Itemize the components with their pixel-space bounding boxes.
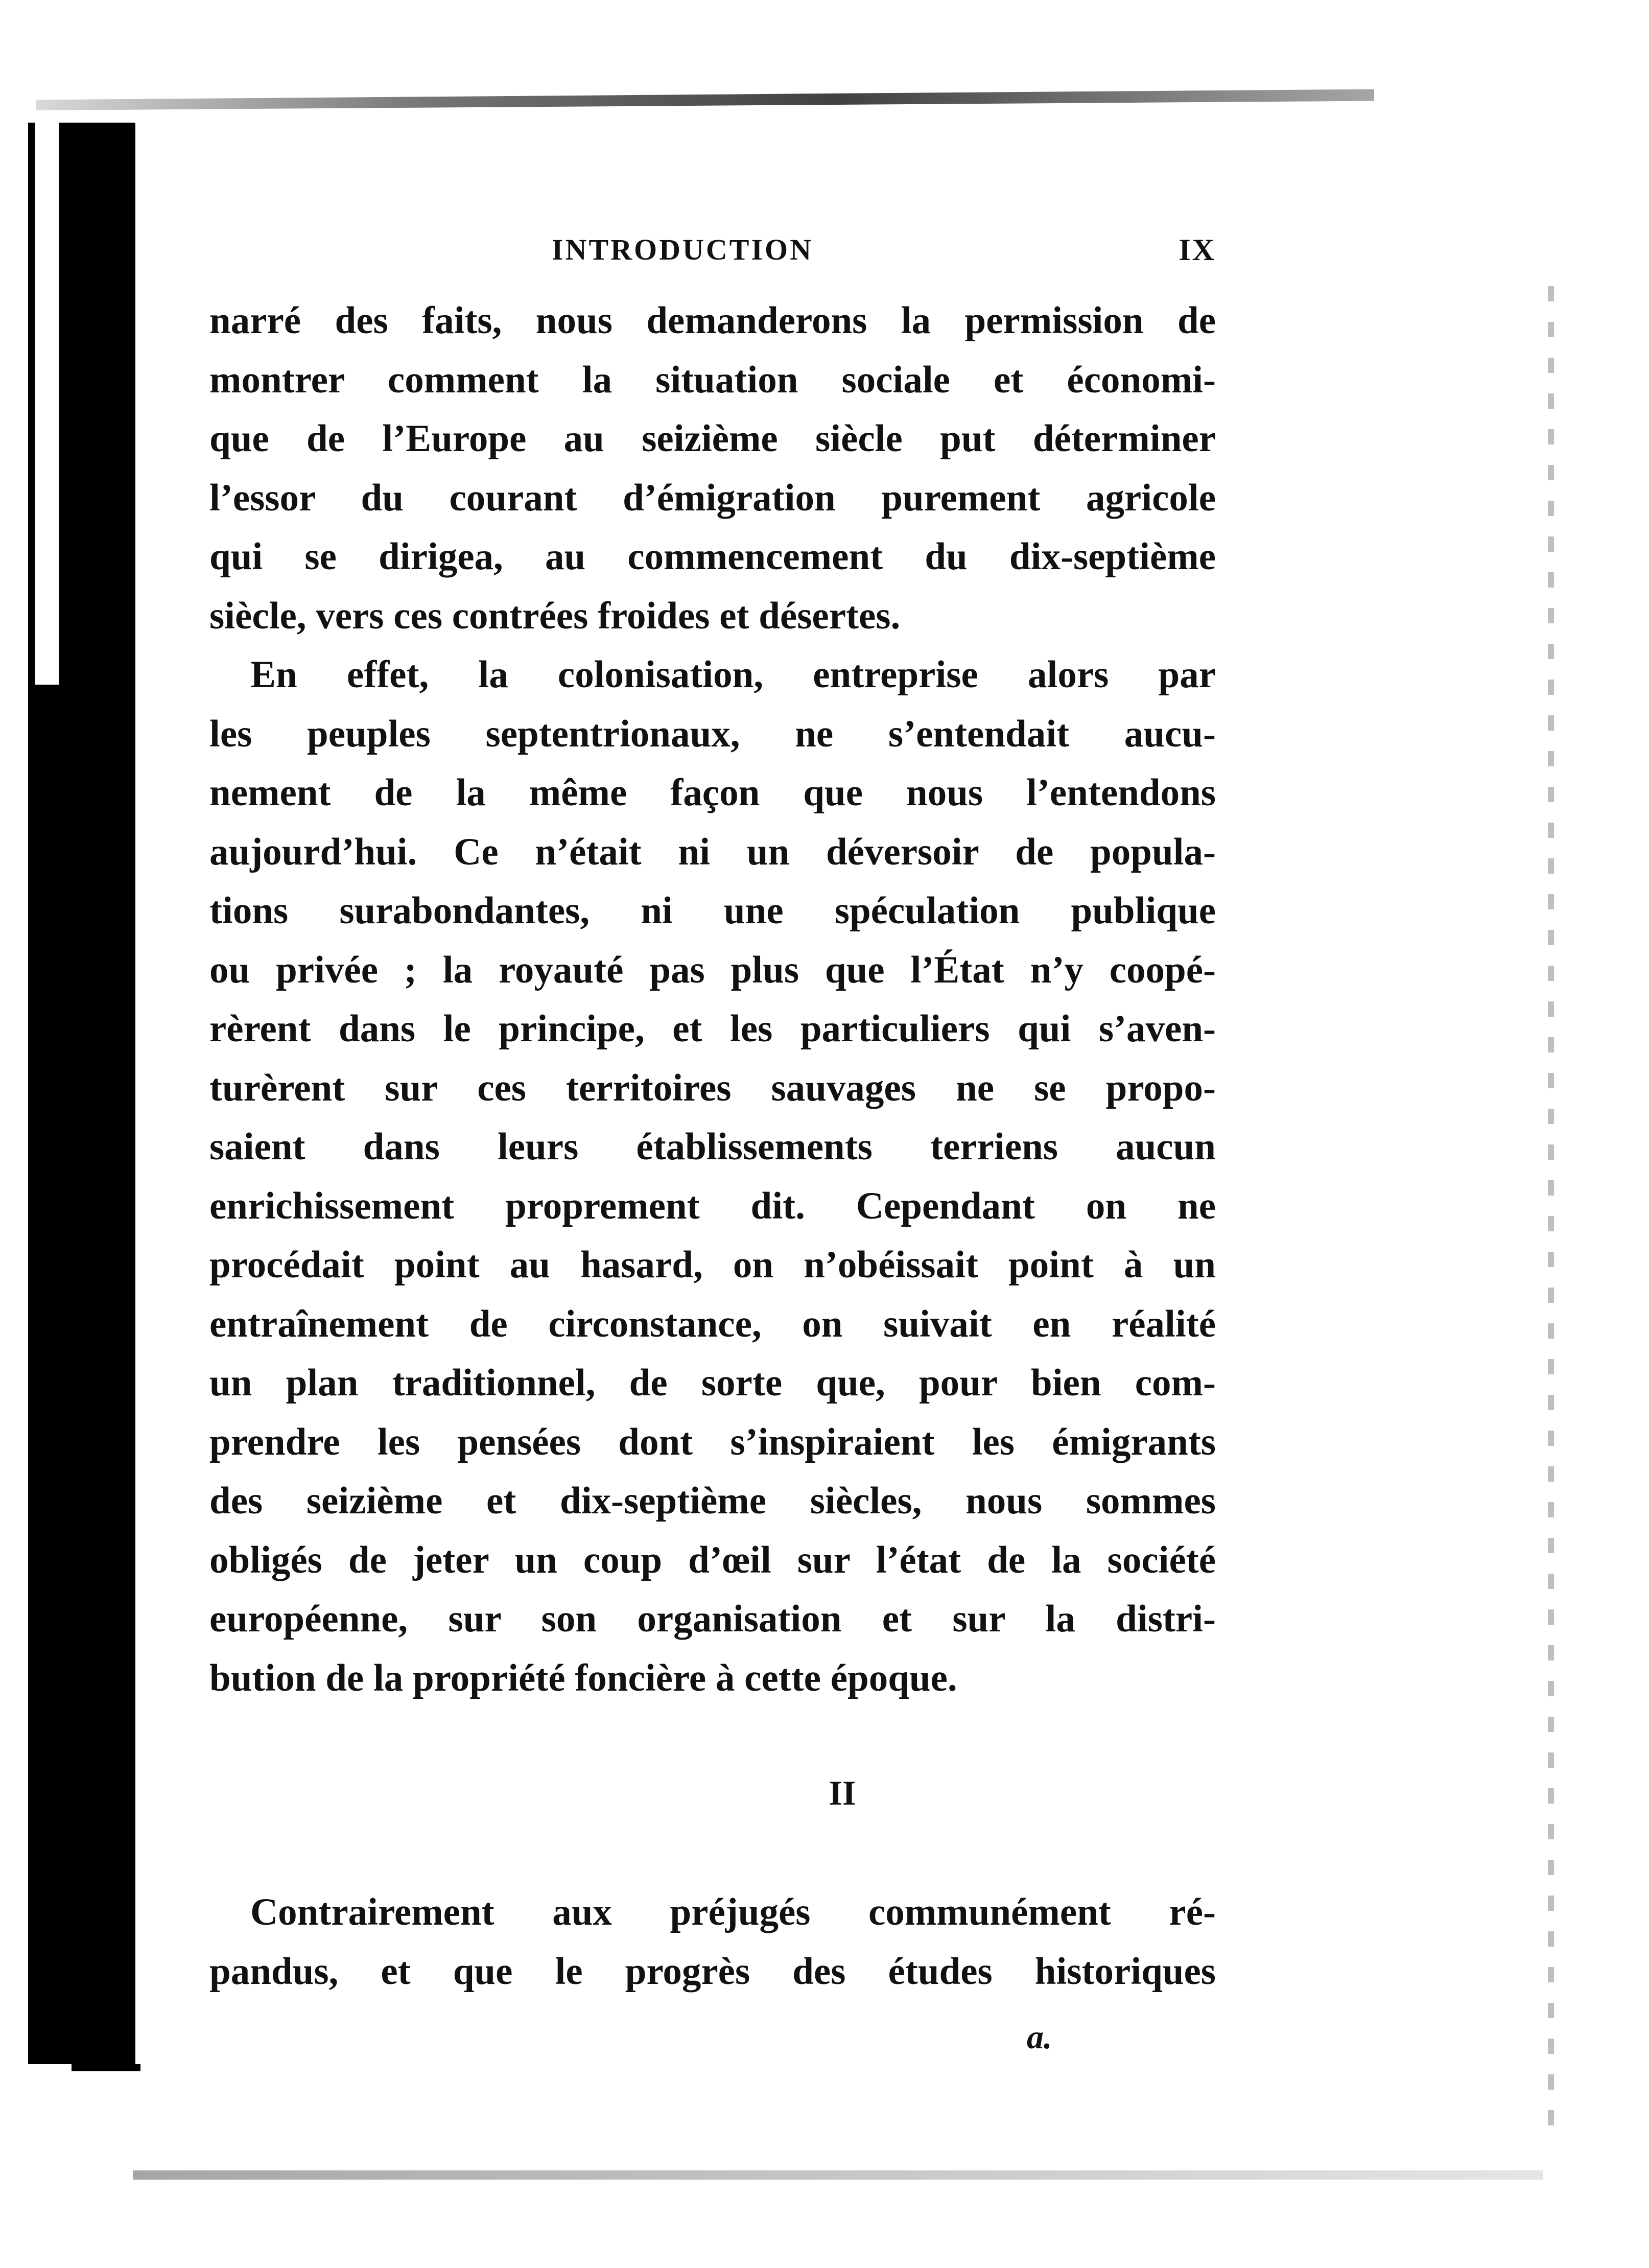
scan-top-edge-shadow [36,87,1374,110]
text-line: aujourd’hui. Ce n’était ni un déversoir de popula- [209,830,1216,873]
text-line: nement de la même façon que nous l’entendons [209,771,1216,814]
text-line: saient dans leurs établissements terriens aucun [209,1126,1216,1168]
text-line: obligés de jeter un coup d’œil sur l’état de la société [209,1538,1216,1581]
text-line: pandus, et que le progrès des études historiques [209,1950,1216,1993]
text-line: qui se dirigea, au commencement du dix-septième [209,535,1216,578]
text-block [209,291,1216,1708]
text-line: siècle, vers ces contrées froides et désertes. [209,594,901,637]
text-line: narré des faits, nous demanderons la permission de [209,299,1216,342]
text-block-continued [209,1883,1216,2001]
text-line: bution de la propriété foncière à cette époque. [209,1656,957,1699]
text-line: les peuples septentrionaux, ne s’entendait aucu- [209,712,1216,755]
running-title: INTRODUCTION [552,233,814,266]
text-line: En effet, la colonisation, entreprise alors par [250,653,1216,696]
scan-bottom-bar [72,2064,140,2071]
scan-right-edge-shadow [1548,286,1554,2125]
text-line: que de l’Europe au seizième siècle put déterminer [209,417,1216,460]
text-line: procédait point au hasard, on n’obéissait point à un [209,1244,1216,1286]
text-line: un plan traditionnel, de sorte que, pour bien com- [209,1362,1216,1404]
text-line: prendre les pensées dont s’inspiraient les émigrants [209,1420,1216,1463]
text-line: rèrent dans le principe, et les particuliers qui s’aven- [209,1008,1216,1050]
text-line: ou privée ; la royauté pas plus que l’État n’y coopé- [209,948,1216,991]
signature-mark: a. [1027,2019,1052,2056]
text-line: tions surabondantes, ni une spéculation publique [209,890,1216,932]
text-line: européenne, sur son organisation et sur la distri- [209,1598,1216,1640]
page-number: IX [1179,233,1216,267]
text-line: l’essor du courant d’émigration purement agricole [209,476,1216,519]
section-heading: II [829,1773,856,1812]
text-line: entraînement de circonstance, on suivait en réalité [209,1302,1216,1345]
text-line: enrichissement proprement dit. Cependant on ne [209,1184,1216,1227]
text-line: Contrairement aux préjugés communément ré- [250,1891,1216,1933]
text-line: turèrent sur ces territoires sauvages ne se propo- [209,1066,1216,1109]
scan-bottom-edge-shadow [133,2170,1543,2180]
scan-binding-line [28,123,35,685]
text-line: montrer comment la situation sociale et économi- [209,358,1216,401]
running-head [209,232,1216,278]
text-line: des seizième et dix-septième siècles, nous sommes [209,1480,1216,1522]
